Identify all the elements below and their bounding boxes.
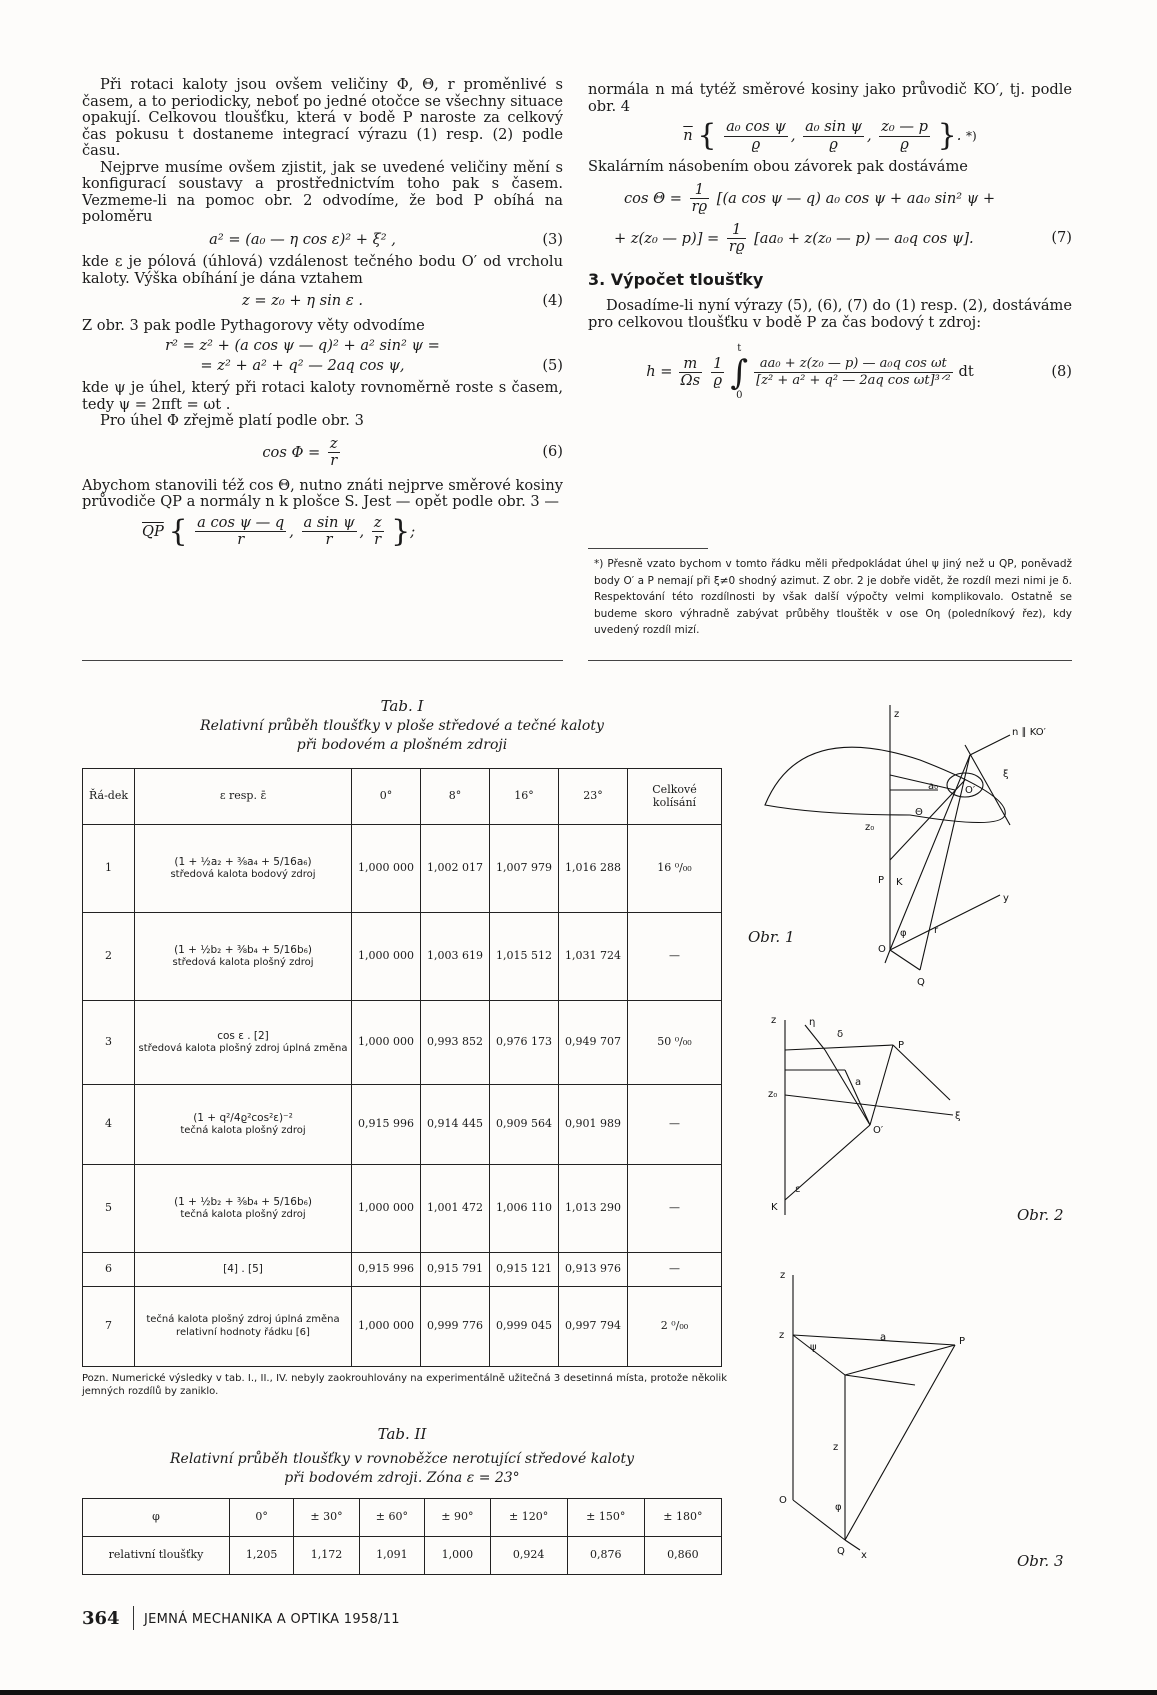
- svg-text:a: a: [880, 1332, 887, 1343]
- svg-text:φ: φ: [835, 1502, 842, 1513]
- footnote-rule: [588, 548, 708, 549]
- svg-text:O′: O′: [965, 785, 976, 796]
- qp-direction-cosines: $\overline{QP}$ { $\frac{\text{a cos ψ — q}}{r}$ , $\frac{\text{a sin ψ}}{r}$ , $\frac{z}{r}$ };: [142, 513, 416, 549]
- right-text-column: [588, 82, 1072, 404]
- table-row: 1 (1 + ½a₂ + ⅜a₄ + 5/16a₆) středová kalota bodový zdroj 1,000 000 1,002 017 1,007 979 1,016 288 16 ⁰/₀₀: [83, 825, 722, 913]
- table-2-label: Tab. II: [377, 1425, 427, 1443]
- footer-divider: [133, 1606, 134, 1630]
- table-header-row: Řá-dek ε resp. ε̄ 0° 8° 16° 23° Celkové kolísání: [83, 769, 722, 825]
- svg-text:z: z: [894, 709, 900, 720]
- equation-5-line1: r² = z² + (a cos ψ — q)² + a² sin² ψ =: [165, 337, 440, 354]
- table-1: [82, 768, 722, 1367]
- svg-text:P: P: [878, 875, 885, 886]
- paragraph: kde ψ je úhel, který při rotaci kaloty rovnoměrně roste s časem, tedy ψ = 2πft = ωt .: [82, 379, 563, 413]
- svg-text:z: z: [833, 1442, 839, 1453]
- table-row: 6 [4] . [5] 0,915 996 0,915 791 0,915 121 0,913 976 —: [83, 1253, 722, 1287]
- left-text-column: [82, 77, 563, 549]
- equation-4: z = z₀ + η sin ε . (4): [242, 292, 563, 309]
- figure-2-label: Obr. 2: [1017, 1206, 1064, 1224]
- svg-text:δ: δ: [837, 1029, 844, 1040]
- svg-text:O: O: [878, 944, 886, 955]
- svg-text:r: r: [934, 925, 939, 936]
- paragraph: kde ε je pólová (úhlová) vzdálenost tečného bodu O′ od vrcholu kaloty. Výška obíhání je dána vztahem: [82, 253, 563, 287]
- section-heading: 3. Výpočet tloušťky: [588, 269, 764, 289]
- svg-text:z₀: z₀: [768, 1089, 778, 1100]
- footnote: *) Přesně vzato bychom v tomto řádku měli předpokládat úhel ψ jiný než u QP, poněvadž body O′ a P nemají při ξ≠0 shodný azimut. Z obr. 2 je dobře vidět, že rozdíl mezi nimi je δ. Respektování této rozdílnosti by však další výpočty velmi komplikovalo. Ostatně se budeme skoro výhradně zabývat průběhy tlouštěk v ose Oη (poledníkový řez), kdy uvedený rozdíl mizí.: [594, 558, 1072, 636]
- table-1-note: Pozn. Numerické výsledky v tab. I., II., IV. nebyly zaokrouhlovány na experimentálně užitečná 3 desetinná místa, protože několik jemných rozdílů by zaniklo.: [82, 1373, 727, 1397]
- scan-edge: [0, 1690, 1157, 1695]
- svg-text:a: a: [855, 1077, 862, 1088]
- table-row: 7 tečná kalota plošný zdroj úplná změna relativní hodnoty řádku [6] 1,000 000 0,999 776 0,999 045 0,997 794 2 ⁰/₀₀: [83, 1287, 722, 1367]
- figure-3-label: Obr. 3: [1017, 1552, 1064, 1570]
- table-1-title: Relativní průběh tloušťky v ploše středové a tečné kaloty: [200, 718, 604, 734]
- svg-text:Q: Q: [837, 1546, 845, 1557]
- table-row: 3 cos ε . [2] středová kalota plošný zdroj úplná změna 1,000 000 0,993 852 0,976 173 0,949 707 50 ⁰/₀₀: [83, 1001, 722, 1085]
- svg-text:z: z: [779, 1330, 785, 1341]
- journal-name: JEMNÁ MECHANIKA A OPTIKA 1958/11: [144, 1612, 400, 1627]
- paragraph: Nejprve musíme ovšem zjistit, jak se uvedené veličiny mění s konfigurací soustavy a prostřednictvím toho pak s časem. Vezmeme-li na pomoc obr. 2 odvodíme, že bod P obíhá na poloměru: [82, 158, 563, 225]
- normal-direction-cosines: $\overline{n}$ { $\frac{\text{a₀ cos ψ}}{ϱ}$ , $\frac{\text{a₀ sin ψ}}{ϱ}$ , $\frac{\text{z₀ — p}}{ϱ}$ }. *): [683, 117, 977, 153]
- paragraph: Dosadíme-li nyní výrazy (5), (6), (7) do (1) resp. (2), dostáváme pro celkovou tloušťku v bodě P za čas bodový t zdroj:: [588, 297, 1072, 331]
- svg-text:Q: Q: [917, 977, 925, 988]
- table-row: relativní tloušťky 1,205 1,172 1,091 1,000 0,924 0,876 0,860: [83, 1537, 722, 1575]
- svg-text:O: O: [779, 1495, 787, 1506]
- svg-text:K: K: [771, 1202, 778, 1213]
- paragraph: Pro úhel Φ zřejmě platí podle obr. 3: [100, 412, 364, 429]
- svg-text:n ∥ KO′: n ∥ KO′: [1012, 727, 1046, 738]
- table-row: 4 (1 + q²/4ϱ²cos²ε)⁻² tečná kalota plošný zdroj 0,915 996 0,914 445 0,909 564 0,901 989 —: [83, 1085, 722, 1165]
- svg-text:η: η: [809, 1017, 816, 1028]
- svg-text:ψ: ψ: [810, 1342, 817, 1353]
- svg-text:O′: O′: [873, 1125, 884, 1136]
- table-1-title: při bodovém a plošném zdroji: [296, 737, 508, 753]
- paragraph: Abychom stanovili též cos Θ, nutno znáti nejprve směrové kosiny průvodiče QP a normály n k plošce S. Jest — opět podle obr. 3 —: [82, 476, 563, 510]
- equation-3: a² = (a₀ — η cos ε)² + ξ² , (3): [209, 230, 563, 248]
- svg-text:P: P: [898, 1040, 905, 1051]
- equation-8: h = $\frac{m}{\Omega s}$ $\frac{1}{ϱ}$ t ∫ 0 $\frac{\text{aa₀ + z(z₀ — p) — a₀q cos ωt}}{\text{[z² + a² + q² — 2aq cos ωt]³ᐟ²}}$ dt (8): [588, 341, 1072, 404]
- paragraph: normála n má tytéž směrové kosiny jako průvodič KO′, tj. podle obr. 4: [588, 81, 1072, 115]
- svg-text:P: P: [959, 1336, 966, 1347]
- table-header-row: φ 0° ± 30° ± 60° ± 90° ± 120° ± 150° ± 180°: [83, 1499, 722, 1537]
- svg-text:a₀: a₀: [928, 781, 939, 792]
- svg-text:Θ: Θ: [915, 807, 923, 818]
- figure-2-diagram: [765, 1015, 985, 1230]
- figure-3-diagram: [775, 1270, 1005, 1560]
- equation-6: cos Φ = $\frac{z}{r}$ (6): [262, 434, 563, 469]
- figure-1-diagram: [760, 705, 1090, 995]
- svg-text:z: z: [771, 1015, 777, 1026]
- paragraph: Při rotaci kaloty jsou ovšem veličiny Φ, Θ, r proměnlivé s časem, a to periodicky, neboť po jedné otočce se všechny situace opakují. Celkovou tloušťku, která v bodě P naroste za celkový čas pokusu t dostaneme integrací výrazu (1) resp. (2) podle času.: [82, 76, 563, 159]
- svg-text:z₀: z₀: [865, 822, 875, 833]
- column-end-rule: [588, 660, 1072, 661]
- table-2-title: při bodovém zdroji. Zóna ε = 23°: [284, 1470, 520, 1486]
- table-1-label: Tab. I: [380, 697, 424, 715]
- integral-sign: t ∫ 0: [730, 343, 749, 401]
- equation-5-line2: = z² + a² + q² — 2aq cos ψ, (5): [200, 356, 563, 374]
- column-end-rule: [82, 660, 563, 661]
- paragraph: Z obr. 3 pak podle Pythagorovy věty odvodíme: [82, 316, 425, 334]
- svg-text:ξ: ξ: [1003, 769, 1009, 780]
- table-2: [82, 1498, 722, 1575]
- table-2-title: Relativní průběh tloušťky v rovnoběžce nerotující středové kaloty: [170, 1451, 634, 1467]
- paragraph: Skalárním násobením obou závorek pak dostáváme: [588, 158, 968, 175]
- svg-text:ξ: ξ: [955, 1111, 961, 1122]
- equation-7-line2: + z(z₀ — p)] = $\frac{1}{rϱ}$ [aa₀ + z(z₀ — p) — a₀q cos ψ]. (7): [614, 220, 1072, 255]
- figure-1-label: Obr. 1: [748, 928, 795, 946]
- page-number: 364: [82, 1608, 120, 1629]
- table-row: 2 (1 + ½b₂ + ⅜b₄ + 5/16b₆) středová kalota plošný zdroj 1,000 000 1,003 619 1,015 512 1,031 724 —: [83, 913, 722, 1001]
- svg-text:x: x: [861, 1550, 867, 1560]
- svg-text:φ: φ: [900, 928, 907, 939]
- svg-text:y: y: [1003, 893, 1009, 904]
- svg-text:z: z: [780, 1270, 786, 1281]
- table-row: 5 (1 + ½b₂ + ⅜b₄ + 5/16b₆) tečná kalota plošný zdroj 1,000 000 1,001 472 1,006 110 1,013 290 —: [83, 1165, 722, 1253]
- svg-text:ε: ε: [795, 1184, 801, 1195]
- svg-text:K: K: [896, 877, 903, 888]
- equation-7-line1: cos Θ = $\frac{1}{rϱ}$ [(a cos ψ — q) a₀ cos ψ + aa₀ sin² ψ +: [624, 180, 996, 215]
